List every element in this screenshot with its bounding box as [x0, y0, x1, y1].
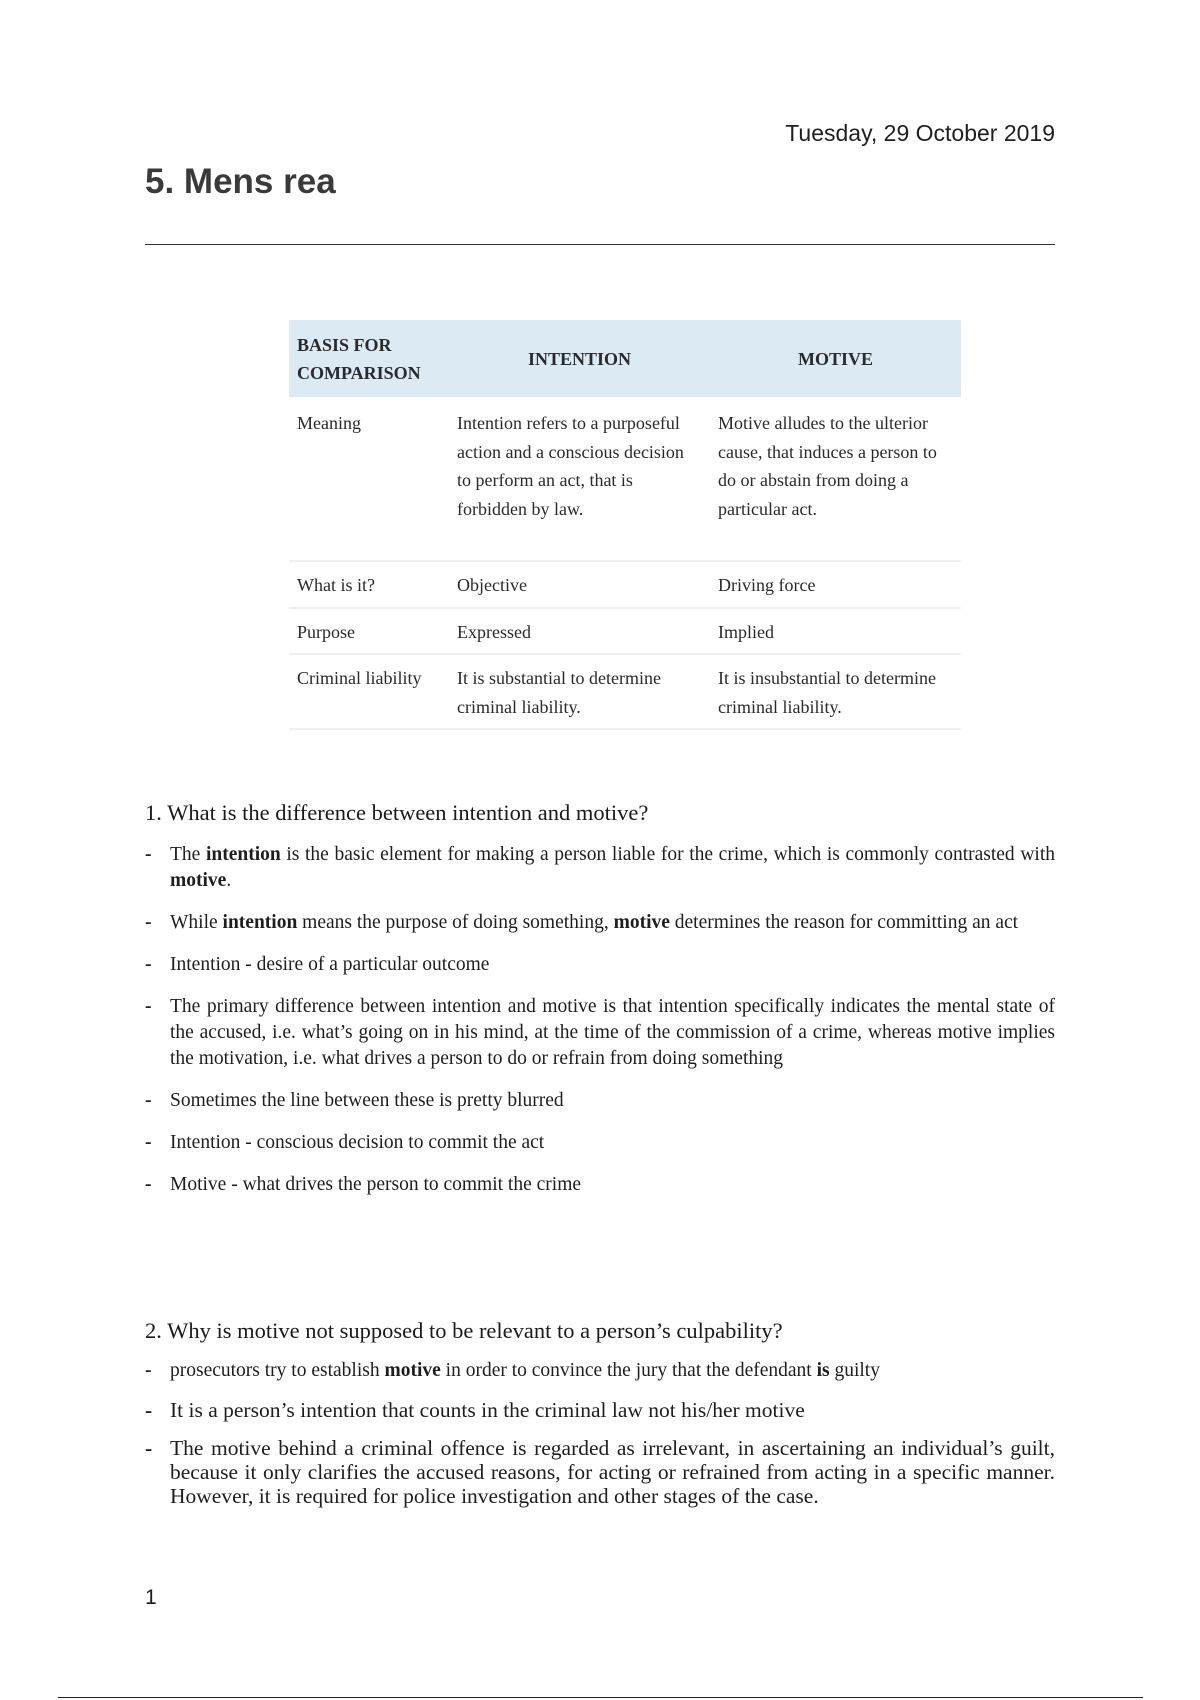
list-item: - Intention - desire of a particular outcome [145, 952, 1055, 978]
table-cell: What is it? [289, 561, 449, 608]
list-item: - Intention - conscious decision to commit the act [145, 1130, 1055, 1156]
table-row [289, 654, 961, 729]
answer-list-1 [145, 842, 1055, 1198]
page-title: 5. Mens rea [145, 162, 336, 201]
table-cell: Meaning [289, 397, 449, 561]
table-header-row [289, 320, 961, 397]
list-item: - The primary difference between intention and motive is that intention specifically indicates the mental state of the accused, i.e. what’s going on in his mind, at the time of the commission of a crime, whereas motive implies the motivation, i.e. what drives a person to do or refrain from doing something [145, 994, 1055, 1072]
list-item: - Motive - what drives the person to commit the crime [145, 1172, 1055, 1198]
table-cell: Motive alludes to the ulterior cause, that induces a person to do or abstain from doing a particular act. [710, 397, 961, 561]
table-cell: Expressed [449, 608, 710, 655]
list-item: - It is a person’s intention that counts in the criminal law not his/her motive [145, 1398, 1055, 1422]
table-cell: Criminal liability [289, 654, 449, 729]
header-basis: BASIS FOR COMPARISON [289, 320, 449, 397]
list-item: - Sometimes the line between these is pretty blurred [145, 1088, 1055, 1114]
note-date: Tuesday, 29 October 2019 [785, 120, 1055, 146]
list-item: - While intention means the purpose of doing something, motive determines the reason for committing an act [145, 910, 1055, 936]
question-1-section [145, 800, 1055, 1214]
question-2: 2. Why is motive not supposed to be relevant to a person’s culpability? [145, 1318, 783, 1343]
header-motive: MOTIVE [710, 320, 961, 397]
table-row [289, 608, 961, 655]
table-row [289, 397, 961, 561]
table-cell: It is substantial to determine criminal liability. [449, 654, 710, 729]
list-item: - The motive behind a criminal offence is regarded as irrelevant, in ascertaining an individual’s guilt, because it only clarifies the accused reasons, for acting or refrained from acting in a specific manner. However, it is required for police investigation and other stages of the case. [145, 1436, 1055, 1508]
title-divider [145, 244, 1055, 245]
page-number: 1 [145, 1586, 157, 1609]
header-intention: INTENTION [449, 320, 710, 397]
list-item: - The intention is the basic element for making a person liable for the crime, which is commonly contrasted with motive. [145, 842, 1055, 894]
table-row [289, 561, 961, 608]
table-cell: Intention refers to a purposeful action and a conscious decision to perform an act, that is forbidden by law. [449, 397, 710, 561]
question-2-section [145, 1318, 1055, 1522]
table-cell: It is insubstantial to determine criminal liability. [710, 654, 961, 729]
table-cell: Driving force [710, 561, 961, 608]
table-cell: Objective [449, 561, 710, 608]
page-bottom-divider [58, 1697, 1143, 1698]
comparison-table [289, 320, 961, 730]
table-cell: Purpose [289, 608, 449, 655]
answer-list-2 [145, 1358, 1055, 1508]
question-1: 1. What is the difference between intention and motive? [145, 800, 649, 825]
list-item: - prosecutors try to establish motive in order to convince the jury that the defendant is guilty [145, 1358, 1055, 1384]
table-cell: Implied [710, 608, 961, 655]
